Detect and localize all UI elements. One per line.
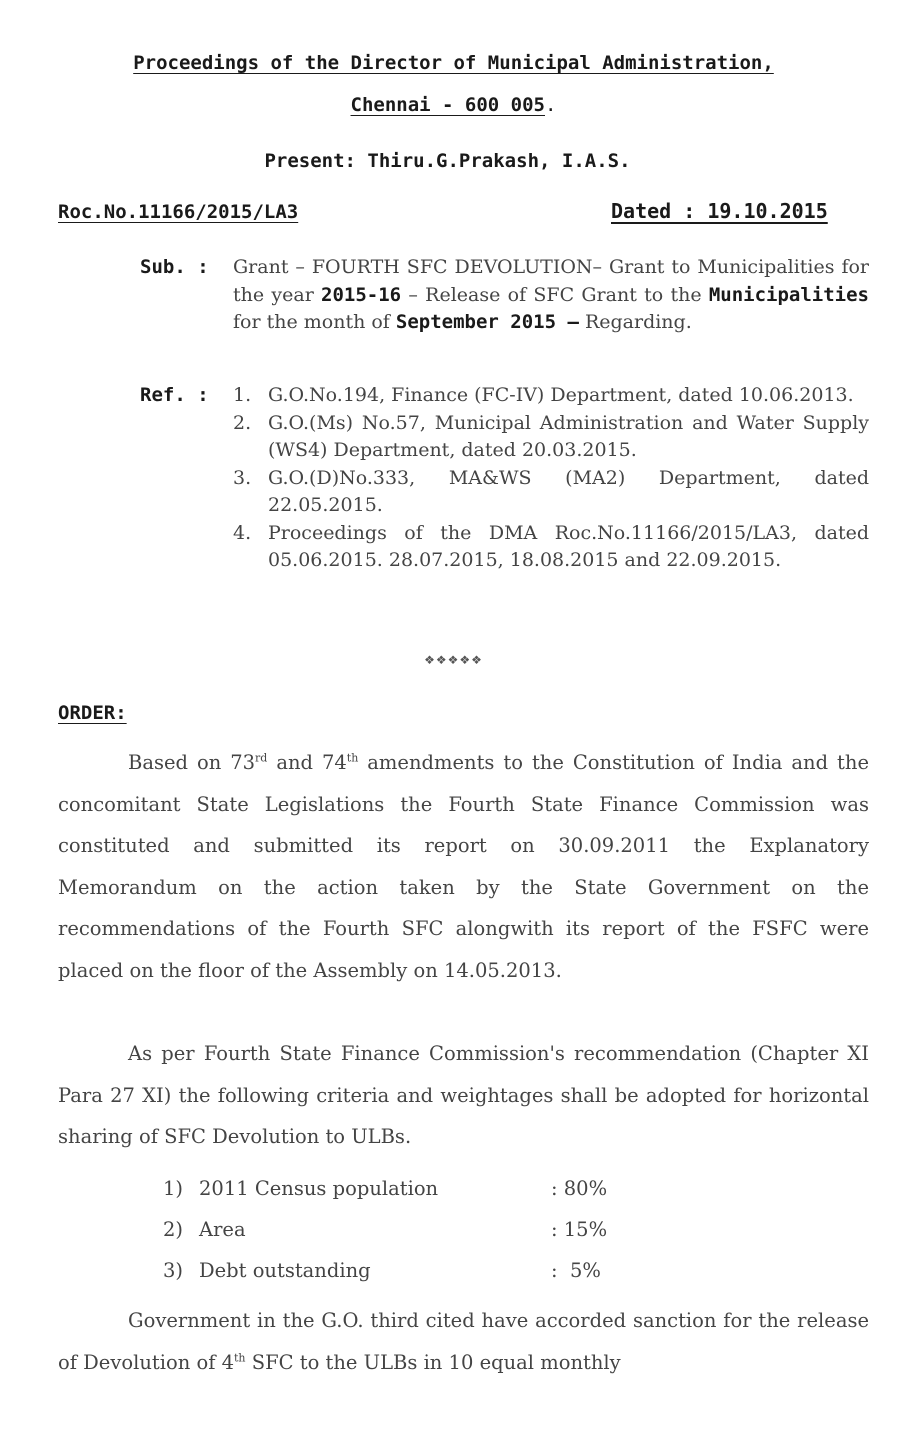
roc-number: Roc.No.11166/2015/LA3 [58, 201, 299, 223]
order-paragraph-2: As per Fourth State Finance Commission's recommendation (Chapter XI Para 27 XI) the following criteria and weightages shall be adopted for horizontal sharing of SFC Devolution to ULBs. [58, 1042, 869, 1148]
reference-item: 4. Proceedings of the DMA Roc.No.11166/2015/LA3, dated 05.06.2015. 28.07.2015, 18.08.2015 and 22.09.2015. [233, 521, 869, 571]
order-date: Dated : 19.10.2015 [611, 199, 828, 223]
reference-label: Ref. : [140, 384, 209, 406]
criteria-number: 3) [163, 1259, 184, 1282]
criteria-label: 2011 Census population [199, 1177, 439, 1200]
reference-list [233, 382, 869, 575]
subject-text: Grant – FOURTH SFC DEVOLUTION– Grant to Municipalities for the year 2015-16 – Release of SFC Grant to the Municipalities for the month of September 2015 – Regarding. [233, 256, 869, 333]
section-separator: ❖❖❖❖❖ [424, 653, 483, 667]
subject-label: Sub. : [140, 256, 209, 278]
criteria-label: Area [199, 1218, 246, 1241]
order-heading: ORDER: [58, 702, 127, 724]
document-title: Proceedings of the Director of Municipal Administration, [133, 52, 774, 74]
reference-item: 1. G.O.No.194, Finance (FC-IV) Department, dated 10.06.2013. [233, 384, 854, 406]
present-officer: Present: Thiru.G.Prakash, I.A.S. [264, 150, 631, 172]
order-paragraph-1: Based on 73rd and 74th amendments to the Constitution of India and the concomitant State Legislations the Fourth State Finance Commission was constituted and submitted its report on 30.09.2011 the Explanatory Memorandum on the action taken by the State Government on the recommendations of the Fourth SFC alongwith its report of the FSFC were placed on the floor of the Assembly on 14.05.2013. [58, 751, 869, 982]
criteria-weight: : 80% [551, 1177, 608, 1200]
document-location: Chennai - 600 005. [350, 94, 557, 116]
order-paragraph-3: Government in the G.O. third cited have accorded sanction for the release of Devolution of 4th SFC to the ULBs in 10 equal monthly [58, 1309, 869, 1374]
reference-item: 2. G.O.(Ms) No.57, Municipal Administration and Water Supply (WS4) Department, dated 20.03.2015. [233, 411, 869, 461]
reference-item: 3. G.O.(D)No.333, MA&WS (MA2) Department, dated 22.05.2015. [233, 466, 869, 516]
criteria-label: Debt outstanding [199, 1259, 371, 1282]
criteria-number: 1) [163, 1177, 184, 1200]
criteria-number: 2) [163, 1218, 184, 1241]
criteria-weight: : 15% [551, 1218, 608, 1241]
criteria-weight: : 5% [551, 1259, 601, 1282]
